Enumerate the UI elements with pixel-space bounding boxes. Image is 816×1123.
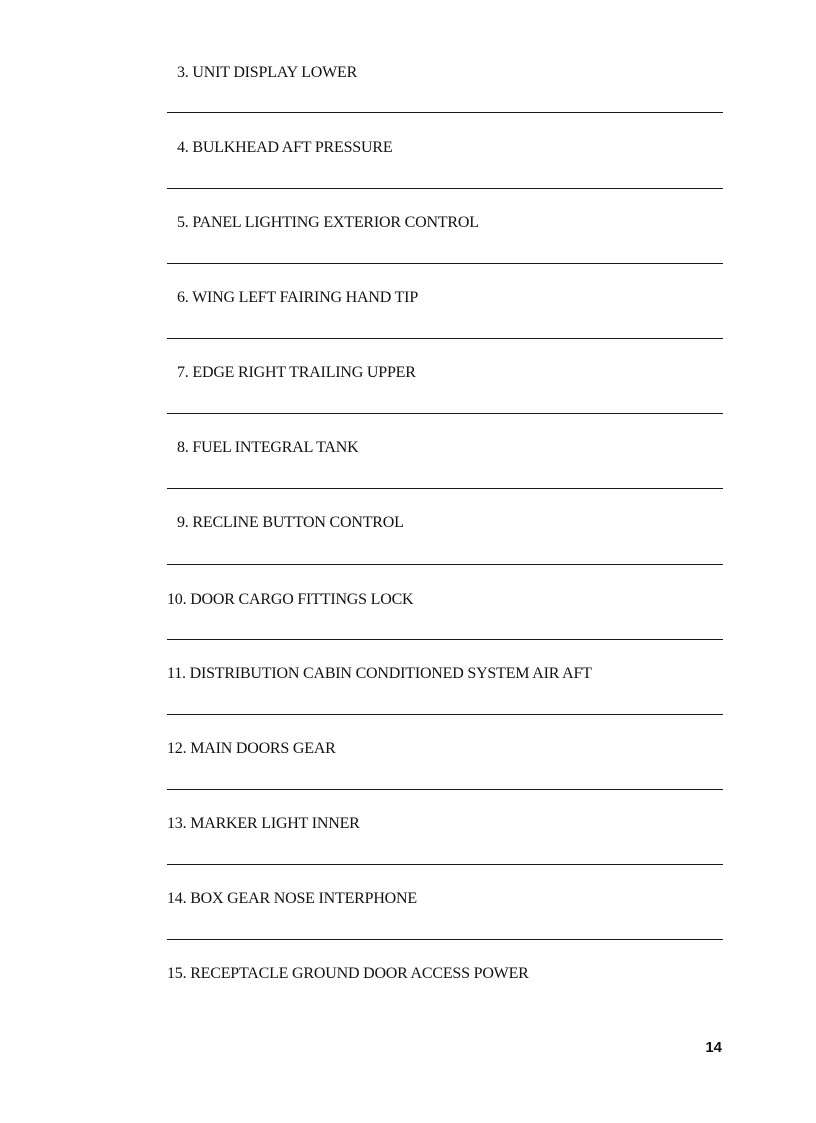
list-item <box>0 136 816 160</box>
list-item <box>0 662 816 686</box>
answer-line <box>167 714 723 715</box>
item-label: 6. WING LEFT FAIRING HAND TIP <box>177 289 419 306</box>
item-label: 11. DISTRIBUTION CABIN CONDITIONED SYSTEM AIR AFT <box>167 665 592 682</box>
item-label: 13. MARKER LIGHT INNER <box>167 815 360 832</box>
item-label: 8. FUEL INTEGRAL TANK <box>177 439 359 456</box>
answer-line <box>167 639 723 640</box>
item-label: 9. RECLINE BUTTON CONTROL <box>177 514 404 531</box>
item-label: 5. PANEL LIGHTING EXTERIOR CONTROL <box>177 214 479 231</box>
answer-line <box>167 864 723 865</box>
list-item <box>0 436 816 460</box>
list-item <box>0 887 816 911</box>
page-number: 14 <box>705 1039 722 1056</box>
answer-line <box>167 789 723 790</box>
list-item <box>0 511 816 535</box>
list-item <box>0 737 816 761</box>
item-label: 3. UNIT DISPLAY LOWER <box>177 64 358 81</box>
item-label: 14. BOX GEAR NOSE INTERPHONE <box>167 890 417 907</box>
item-label: 7. EDGE RIGHT TRAILING UPPER <box>177 364 416 381</box>
list-item <box>0 361 816 385</box>
answer-line <box>167 188 723 189</box>
answer-line <box>167 488 723 489</box>
answer-line <box>167 338 723 339</box>
item-label: 12. MAIN DOORS GEAR <box>167 740 336 757</box>
item-label: 4. BULKHEAD AFT PRESSURE <box>177 139 393 156</box>
list-item <box>0 588 816 612</box>
list-item <box>0 286 816 310</box>
answer-line <box>167 112 723 113</box>
answer-line <box>167 939 723 940</box>
list-item <box>0 61 816 85</box>
list-item <box>0 211 816 235</box>
list-item <box>0 812 816 836</box>
list-item <box>0 962 816 986</box>
answer-line <box>167 564 723 565</box>
answer-line <box>167 263 723 264</box>
item-label: 10. DOOR CARGO FITTINGS LOCK <box>167 591 414 608</box>
item-label: 15. RECEPTACLE GROUND DOOR ACCESS POWER <box>167 965 529 982</box>
answer-line <box>167 413 723 414</box>
